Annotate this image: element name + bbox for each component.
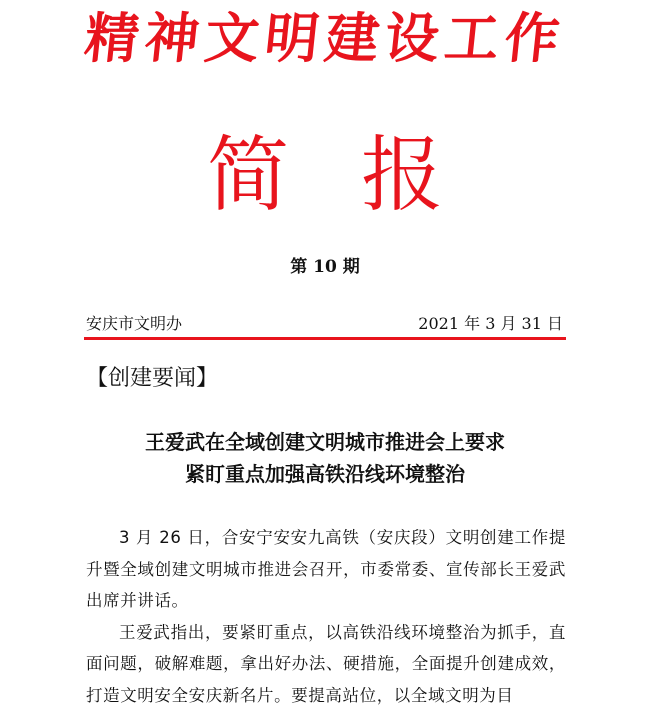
article-paragraph: 王爱武指出，要紧盯重点，以高铁沿线环境整治为抓手，直面问题，破解难题，拿出好办法、硬措施，全面提升创建成效，打造文明安全安庆新名片。要提高站位，以全域文明为目 [86,622,566,705]
issuer: 安庆市文明办 [86,314,183,333]
section-tag: 【创建要闻】 [86,366,219,391]
article-headline-line-2: 紧盯重点加强高铁沿线环境整治 [185,462,465,486]
article-headline-line-1: 王爱武在全域创建文明城市推进会上要求 [145,430,505,454]
masthead-title: 精神文明建设工作 [81,6,569,70]
header-divider [84,337,566,340]
issue-date: 2021 年 3 月 31 日 [418,314,563,333]
issue-number: 第 10 期 [290,257,360,277]
brief-title [0,128,650,224]
brief-title-char-1: 简 [206,128,289,223]
article-paragraph: 3 月 26 日，合安宁安安九高铁（安庆段）文明创建工作提升暨全域创建文明城市推进会召开，市委常委、宣传部长王爱武出席并讲话。 [86,528,566,610]
brief-title-char-2: 报 [361,128,444,223]
article-body [86,522,566,711]
